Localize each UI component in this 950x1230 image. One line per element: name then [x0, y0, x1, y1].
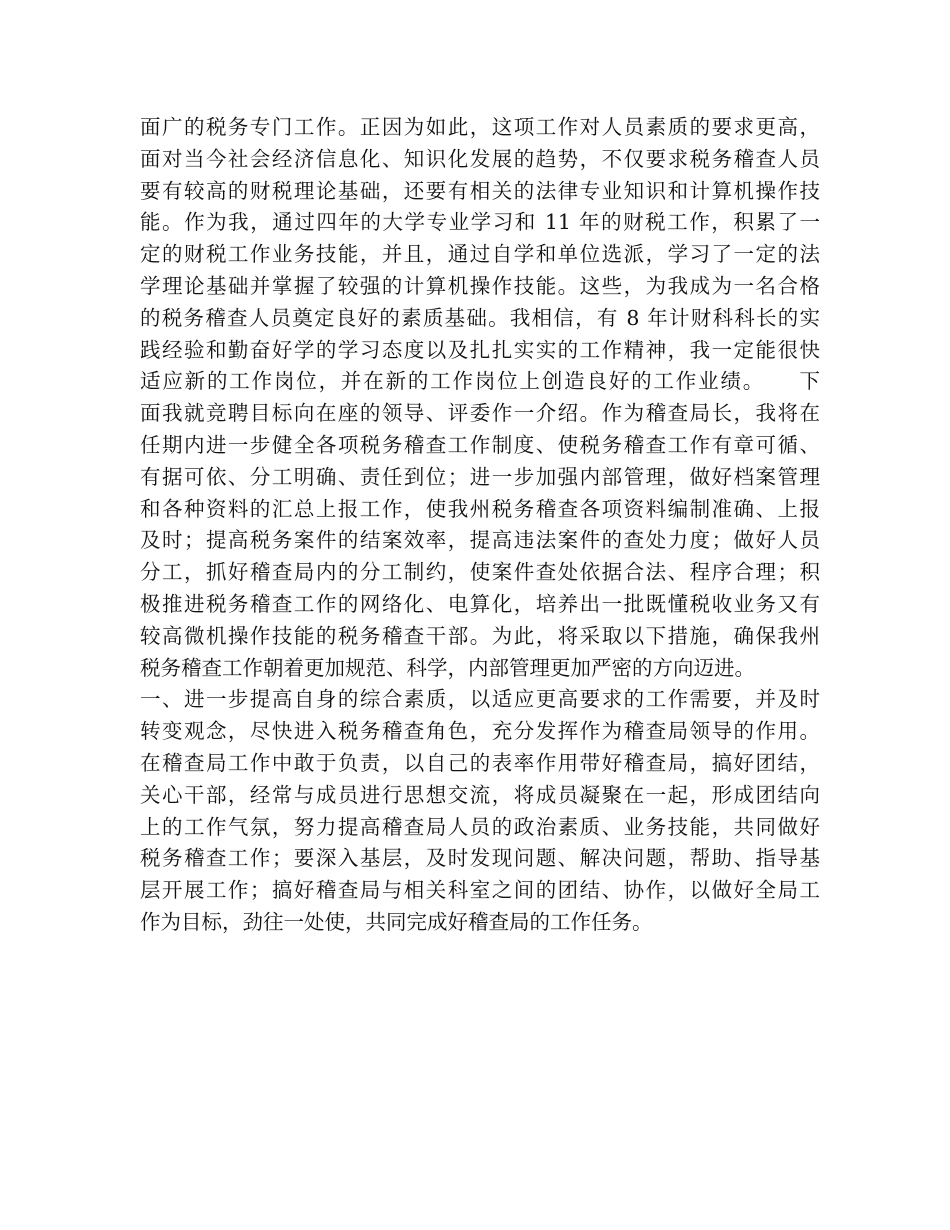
text-line: 适应新的工作岗位，并在新的工作岗位上创造良好的工作业绩。 下: [140, 369, 820, 394]
text-line: 践经验和勤奋好学的学习态度以及扎扎实实的工作精神，我一定能很快: [140, 337, 820, 362]
text-line: 能。作为我，通过四年的大学专业学习和 11 年的财税工作，积累了一: [140, 210, 820, 235]
text-line: 在稽查局工作中敢于负责，以自己的表率作用带好稽查局，搞好团结，: [140, 750, 820, 775]
text-line: 较高微机操作技能的税务稽查干部。为此，将采取以下措施，确保我州: [140, 623, 820, 648]
text-line: 关心干部，经常与成员进行思想交流，将成员凝聚在一起，形成团结向: [140, 782, 820, 807]
text-line: 转变观念，尽快进入税务稽查角色，充分发挥作为稽查局领导的作用。: [140, 719, 820, 744]
text-line: 面对当今社会经济信息化、知识化发展的趋势，不仅要求税务稽查人员: [140, 146, 820, 171]
text-line: 定的财税工作业务技能，并且，通过自学和单位选派，学习了一定的法: [140, 242, 820, 267]
text-line: 要有较高的财税理论基础，还要有相关的法律专业知识和计算机操作技: [140, 178, 820, 203]
text-line: 税务稽查工作朝着更加规范、科学，内部管理更加严密的方向迈进。: [140, 655, 755, 680]
text-line: 层开展工作；搞好稽查局与相关科室之间的团结、协作，以做好全局工: [140, 878, 820, 903]
body-text: [140, 112, 820, 939]
text-line: 和各种资料的汇总上报工作，使我州税务稽查各项资料编制准确、上报: [140, 496, 820, 521]
text-line: 面我就竞聘目标向在座的领导、评委作一介绍。作为稽查局长，我将在: [140, 401, 820, 426]
text-line: 极推进税务稽查工作的网络化、电算化，培养出一批既懂税收业务又有: [140, 591, 820, 616]
text-line: 上的工作气氛，努力提高稽查局人员的政治素质、业务技能，共同做好: [140, 814, 820, 839]
text-line: 任期内进一步健全各项税务稽查工作制度、使税务稽查工作有章可循、: [140, 432, 820, 457]
text-line: 作为目标，劲往一处使，共同完成好稽查局的工作任务。: [140, 909, 653, 934]
text-line: 的税务稽查人员奠定良好的素质基础。我相信，有 8 年计财科科长的实: [140, 305, 820, 330]
text-line: 一、进一步提高自身的综合素质，以适应更高要求的工作需要，并及时: [140, 687, 820, 712]
text-line: 学理论基础并掌握了较强的计算机操作技能。这些，为我成为一名合格: [140, 273, 820, 298]
text-line: 及时；提高税务案件的结案效率，提高违法案件的查处力度；做好人员: [140, 528, 820, 553]
text-line: 税务稽查工作；要深入基层，及时发现问题、解决问题，帮助、指导基: [140, 846, 820, 871]
text-line: 有据可依、分工明确、责任到位；进一步加强内部管理，做好档案管理: [140, 464, 820, 489]
text-line: 分工，抓好稽查局内的分工制约，使案件查处依据合法、程序合理；积: [140, 560, 820, 585]
text-line: 面广的税务专门工作。正因为如此，这项工作对人员素质的要求更高，: [140, 115, 820, 139]
